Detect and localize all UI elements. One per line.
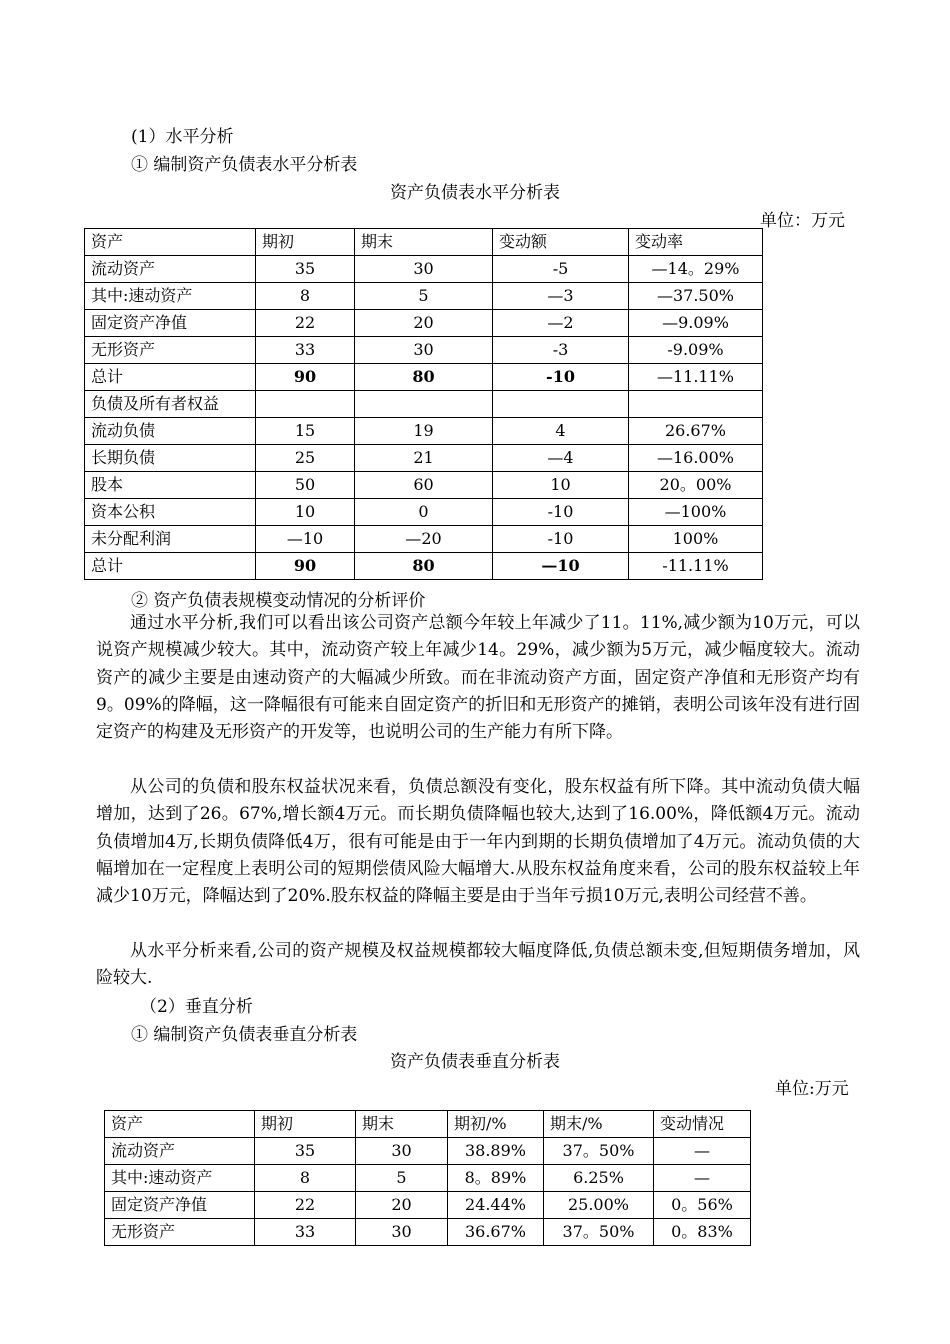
- row-label: 流动资产: [85, 256, 256, 283]
- cell: 4: [493, 418, 629, 445]
- analysis-heading: ② 资产负债表规模变动情况的分析评价: [131, 591, 426, 611]
- row-label: 固定资产净值: [85, 310, 256, 337]
- row-label: 固定资产净值: [105, 1192, 255, 1219]
- cell: 35: [255, 1138, 356, 1165]
- column-header: 变动情况: [654, 1111, 751, 1138]
- vertical-analysis-table: [104, 1110, 751, 1246]
- cell: -3: [493, 337, 629, 364]
- subheading-vertical-table: ① 编制资产负债表垂直分析表: [131, 1025, 358, 1045]
- table-row-total: [85, 364, 763, 391]
- table-row: [85, 418, 763, 445]
- cell: 6.25%: [544, 1165, 654, 1192]
- cell: 19: [355, 418, 493, 445]
- cell: -9.09%: [629, 337, 763, 364]
- cell: -10: [493, 499, 629, 526]
- row-label: 其中:速动资产: [85, 283, 256, 310]
- cell: 0: [355, 499, 493, 526]
- cell: 25.00%: [544, 1192, 654, 1219]
- cell: 38.89%: [448, 1138, 544, 1165]
- cell: 15: [256, 418, 355, 445]
- cell: 10: [493, 472, 629, 499]
- cell: -10: [493, 364, 629, 391]
- cell: —: [654, 1165, 751, 1192]
- row-label: 其中:速动资产: [105, 1165, 255, 1192]
- row-label: 负债及所有者权益: [85, 391, 256, 418]
- cell: —10: [493, 553, 629, 580]
- cell: 20: [355, 310, 493, 337]
- cell: 37。50%: [544, 1219, 654, 1246]
- cell: 30: [356, 1219, 448, 1246]
- column-header: 资产: [85, 229, 256, 256]
- cell: [355, 391, 493, 418]
- cell: 8。89%: [448, 1165, 544, 1192]
- table-row: [105, 1165, 751, 1192]
- cell: 33: [255, 1219, 356, 1246]
- row-label: 资本公积: [85, 499, 256, 526]
- table-row: [85, 526, 763, 553]
- cell: —37.50%: [629, 283, 763, 310]
- cell: —4: [493, 445, 629, 472]
- cell: 90: [256, 364, 355, 391]
- cell: 50: [256, 472, 355, 499]
- cell: 20: [356, 1192, 448, 1219]
- cell: [493, 391, 629, 418]
- cell: 35: [256, 256, 355, 283]
- cell: 22: [255, 1192, 356, 1219]
- cell: —3: [493, 283, 629, 310]
- horizontal-analysis-table: [84, 228, 763, 580]
- cell: 24.44%: [448, 1192, 544, 1219]
- table-row: [85, 283, 763, 310]
- vertical-table-unit: 单位:万元: [775, 1079, 849, 1099]
- cell: 0。83%: [654, 1219, 751, 1246]
- cell: —10: [256, 526, 355, 553]
- cell: 21: [355, 445, 493, 472]
- cell: —: [654, 1138, 751, 1165]
- cell: 8: [256, 283, 355, 310]
- table-row: [105, 1192, 751, 1219]
- cell: 90: [256, 553, 355, 580]
- row-label: 未分配利润: [85, 526, 256, 553]
- cell: [256, 391, 355, 418]
- column-header: 期末: [356, 1111, 448, 1138]
- table-row: [105, 1219, 751, 1246]
- cell: [629, 391, 763, 418]
- cell: 30: [355, 256, 493, 283]
- table-row: [85, 256, 763, 283]
- cell: —16.00%: [629, 445, 763, 472]
- row-label: 股本: [85, 472, 256, 499]
- table-row: [85, 310, 763, 337]
- cell: 25: [256, 445, 355, 472]
- table-header-row: [85, 229, 763, 256]
- row-label: 无形资产: [85, 337, 256, 364]
- analysis-paragraph: 从公司的负债和股东权益状况来看，负债总额没有变化，股东权益有所下降。其中流动负债大幅增加，达到了26。67%,增长额4万元。而长期负债降幅也较大,达到了16.00%，降低额4万元。流动负债增加4万,长期负债降低4万，很有可能是由于一年内到期的长期负债增加了4万元。流动负债的大幅增加在一定程度上表明公司的短期偿债风险大幅增大.从股东权益角度来看，公司的股东权益较上年减少10万元，降幅达到了20%.股东权益的降幅主要是由于当年亏损10万元,表明公司经营不善。: [96, 777, 860, 907]
- section-heading-horizontal: (1）水平分析: [131, 127, 234, 147]
- column-header: 资产: [105, 1111, 255, 1138]
- subheading-horizontal-table: ① 编制资产负债表水平分析表: [131, 155, 358, 175]
- column-header: 期初/%: [448, 1111, 544, 1138]
- horizontal-table-title: 资产负债表水平分析表: [390, 183, 560, 203]
- table-row: [85, 445, 763, 472]
- cell: 80: [355, 364, 493, 391]
- cell: —11.11%: [629, 364, 763, 391]
- vertical-table-title: 资产负债表垂直分析表: [390, 1052, 560, 1072]
- horizontal-table-unit: 单位：万元: [760, 211, 845, 231]
- cell: —14。29%: [629, 256, 763, 283]
- row-label: 流动负债: [85, 418, 256, 445]
- table-row: [105, 1138, 751, 1165]
- table-row-total: [85, 553, 763, 580]
- row-label: 无形资产: [105, 1219, 255, 1246]
- cell: -11.11%: [629, 553, 763, 580]
- column-header: 变动额: [493, 229, 629, 256]
- cell: -10: [493, 526, 629, 553]
- column-header: 期末/%: [544, 1111, 654, 1138]
- cell: 37。50%: [544, 1138, 654, 1165]
- table-header-row: [105, 1111, 751, 1138]
- analysis-paragraph: 通过水平分析,我们可以看出该公司资产总额今年较上年减少了11。11%,减少额为10万元，可以说资产规模减少较大。其中，流动资产较上年减少14。29%，减少额为5万元，减少幅度较大。流动资产的减少主要是由速动资产的大幅减少所致。而在非流动资产方面，固定资产净值和无形资产均有9。09%的降幅，这一降幅很有可能来自固定资产的折旧和无形资产的摊销，表明公司该年没有进行固定资产的构建及无形资产的开发等，也说明公司的生产能力有所下降。: [96, 613, 860, 743]
- cell: 5: [355, 283, 493, 310]
- cell: 10: [256, 499, 355, 526]
- cell: -5: [493, 256, 629, 283]
- column-header: 期初: [255, 1111, 356, 1138]
- row-label: 流动资产: [105, 1138, 255, 1165]
- cell: —20: [355, 526, 493, 553]
- cell: 33: [256, 337, 355, 364]
- cell: 5: [356, 1165, 448, 1192]
- cell: 30: [355, 337, 493, 364]
- table-row: [85, 499, 763, 526]
- cell: —100%: [629, 499, 763, 526]
- cell: 22: [256, 310, 355, 337]
- table-row-section: [85, 391, 763, 418]
- cell: 26.67%: [629, 418, 763, 445]
- column-header: 变动率: [629, 229, 763, 256]
- cell: 80: [355, 553, 493, 580]
- cell: —9.09%: [629, 310, 763, 337]
- column-header: 期初: [256, 229, 355, 256]
- row-label: 总计: [85, 553, 256, 580]
- table-row: [85, 472, 763, 499]
- cell: 36.67%: [448, 1219, 544, 1246]
- analysis-paragraph: 从水平分析来看,公司的资产规模及权益规模都较大幅度降低,负债总额未变,但短期债务增加，风险较大.: [96, 941, 860, 989]
- cell: 100%: [629, 526, 763, 553]
- cell: 60: [355, 472, 493, 499]
- column-header: 期末: [355, 229, 493, 256]
- row-label: 长期负债: [85, 445, 256, 472]
- row-label: 总计: [85, 364, 256, 391]
- cell: 0。56%: [654, 1192, 751, 1219]
- table-row: [85, 337, 763, 364]
- cell: 8: [255, 1165, 356, 1192]
- section-heading-vertical: （2）垂直分析: [140, 997, 253, 1017]
- cell: 20。00%: [629, 472, 763, 499]
- cell: —2: [493, 310, 629, 337]
- cell: 30: [356, 1138, 448, 1165]
